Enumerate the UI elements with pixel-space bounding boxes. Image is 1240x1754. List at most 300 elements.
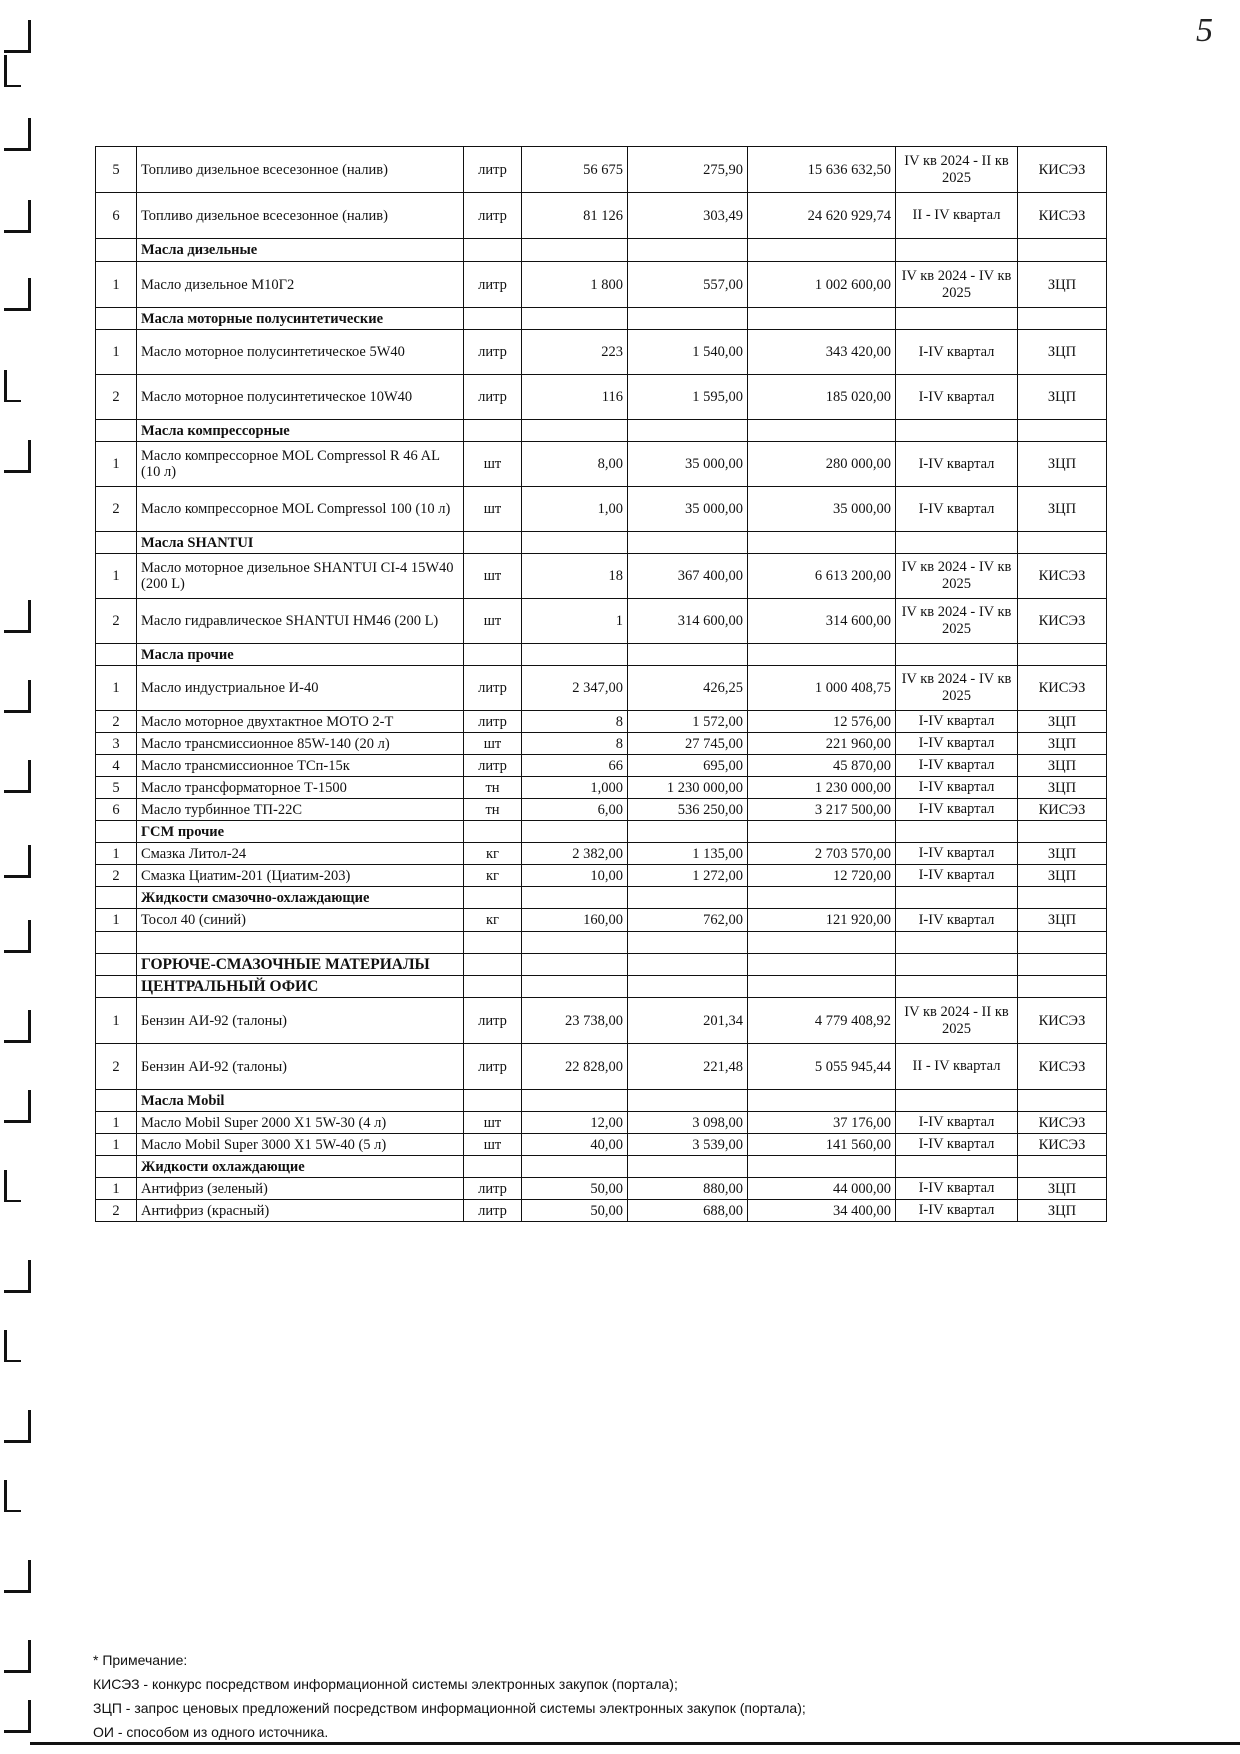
method-cell: КИСЭЗ — [1018, 666, 1107, 711]
price-cell: 1 540,00 — [628, 330, 748, 375]
item-name: Масло трансформаторное Т-1500 — [137, 777, 464, 799]
period-cell — [896, 887, 1018, 909]
row-number: 1 — [96, 666, 137, 711]
price-cell: 367 400,00 — [628, 554, 748, 599]
empty-row — [96, 932, 1107, 954]
table-row — [96, 1112, 1107, 1134]
unit-cell: шт — [464, 599, 522, 644]
sum-cell — [748, 954, 896, 976]
method-cell — [1018, 932, 1107, 954]
price-cell — [628, 954, 748, 976]
row-number: 2 — [96, 375, 137, 420]
period-cell: I-IV квартал — [896, 487, 1018, 532]
sum-cell — [748, 887, 896, 909]
table-row — [96, 599, 1107, 644]
table-row — [96, 666, 1107, 711]
method-cell — [1018, 644, 1107, 666]
price-cell — [628, 239, 748, 262]
period-cell: IV кв 2024 - IV кв 2025 — [896, 554, 1018, 599]
unit-cell: литр — [464, 1044, 522, 1090]
price-cell: 221,48 — [628, 1044, 748, 1090]
unit-cell: литр — [464, 375, 522, 420]
period-cell: IV кв 2024 - IV кв 2025 — [896, 666, 1018, 711]
price-cell: 27 745,00 — [628, 733, 748, 755]
item-name: Жидкости охлаждающие — [137, 1156, 464, 1178]
price-cell: 35 000,00 — [628, 487, 748, 532]
unit-cell — [464, 821, 522, 843]
method-cell: ЗЦП — [1018, 777, 1107, 799]
method-cell: ЗЦП — [1018, 711, 1107, 733]
table-row — [96, 262, 1107, 308]
row-number: 2 — [96, 599, 137, 644]
method-cell: ЗЦП — [1018, 262, 1107, 308]
row-number — [96, 954, 137, 976]
method-cell — [1018, 1156, 1107, 1178]
row-number — [96, 821, 137, 843]
sum-cell: 2 703 570,00 — [748, 843, 896, 865]
section-header-row — [96, 1090, 1107, 1112]
period-cell: II - IV квартал — [896, 193, 1018, 239]
unit-cell: шт — [464, 487, 522, 532]
quantity-cell: 40,00 — [522, 1134, 628, 1156]
price-cell: 201,34 — [628, 998, 748, 1044]
period-cell — [896, 644, 1018, 666]
item-name: Масло моторное двухтактное МОТО 2-Т — [137, 711, 464, 733]
item-name: Масла Mobil — [137, 1090, 464, 1112]
item-name: Масла прочие — [137, 644, 464, 666]
row-number: 5 — [96, 777, 137, 799]
item-name: Масло Mobil Super 3000 X1 5W-40 (5 л) — [137, 1134, 464, 1156]
method-cell: ЗЦП — [1018, 755, 1107, 777]
unit-cell — [464, 976, 522, 998]
method-cell: ЗЦП — [1018, 1200, 1107, 1222]
price-cell: 1 135,00 — [628, 843, 748, 865]
period-cell — [896, 821, 1018, 843]
unit-cell — [464, 887, 522, 909]
quantity-cell: 116 — [522, 375, 628, 420]
quantity-cell: 12,00 — [522, 1112, 628, 1134]
item-name: Масла моторные полусинтетические — [137, 308, 464, 330]
table-row — [96, 909, 1107, 932]
method-cell — [1018, 976, 1107, 998]
row-number: 2 — [96, 1044, 137, 1090]
quantity-cell: 66 — [522, 755, 628, 777]
quantity-cell: 23 738,00 — [522, 998, 628, 1044]
row-number: 2 — [96, 865, 137, 887]
section-header-row — [96, 887, 1107, 909]
row-number — [96, 976, 137, 998]
price-cell: 3 098,00 — [628, 1112, 748, 1134]
price-cell: 536 250,00 — [628, 799, 748, 821]
price-cell: 880,00 — [628, 1178, 748, 1200]
unit-cell: литр — [464, 147, 522, 193]
price-cell — [628, 532, 748, 554]
quantity-cell: 50,00 — [522, 1200, 628, 1222]
quantity-cell: 81 126 — [522, 193, 628, 239]
table-row — [96, 487, 1107, 532]
sum-cell — [748, 532, 896, 554]
sum-cell — [748, 821, 896, 843]
period-cell: II - IV квартал — [896, 1044, 1018, 1090]
price-cell: 1 230 000,00 — [628, 777, 748, 799]
unit-cell — [464, 420, 522, 442]
quantity-cell: 18 — [522, 554, 628, 599]
quantity-cell — [522, 532, 628, 554]
table-row — [96, 843, 1107, 865]
sum-cell: 24 620 929,74 — [748, 193, 896, 239]
item-name: ГСМ прочие — [137, 821, 464, 843]
table-row — [96, 777, 1107, 799]
sum-cell: 141 560,00 — [748, 1134, 896, 1156]
table-row — [96, 865, 1107, 887]
unit-cell: шт — [464, 554, 522, 599]
quantity-cell: 10,00 — [522, 865, 628, 887]
footnote-kisez: КИСЭЗ - конкурс посредством информационной системы электронных закупок (портала); — [93, 1676, 678, 1692]
row-number: 1 — [96, 554, 137, 599]
period-cell — [896, 1090, 1018, 1112]
sum-cell — [748, 976, 896, 998]
unit-cell — [464, 239, 522, 262]
sum-cell: 45 870,00 — [748, 755, 896, 777]
quantity-cell — [522, 644, 628, 666]
period-cell: I-IV квартал — [896, 777, 1018, 799]
sum-cell — [748, 1156, 896, 1178]
unit-cell: литр — [464, 193, 522, 239]
method-cell: ЗЦП — [1018, 487, 1107, 532]
quantity-cell: 2 347,00 — [522, 666, 628, 711]
item-name — [137, 932, 464, 954]
footnote-zcp: ЗЦП - запрос ценовых предложений посредством информационной системы электронных закупок (портала); — [93, 1700, 806, 1716]
period-cell: I-IV квартал — [896, 711, 1018, 733]
row-number: 5 — [96, 147, 137, 193]
sum-cell: 12 576,00 — [748, 711, 896, 733]
sum-cell — [748, 308, 896, 330]
sum-cell: 1 230 000,00 — [748, 777, 896, 799]
period-cell: I-IV квартал — [896, 909, 1018, 932]
item-name: Масло моторное дизельное SHANTUI CI-4 15W40 (200 L) — [137, 554, 464, 599]
table-row — [96, 375, 1107, 420]
period-cell — [896, 1156, 1018, 1178]
section-header-row — [96, 420, 1107, 442]
item-name: Масло моторное полусинтетическое 5W40 — [137, 330, 464, 375]
unit-cell: кг — [464, 843, 522, 865]
sum-cell: 34 400,00 — [748, 1200, 896, 1222]
sum-cell: 5 055 945,44 — [748, 1044, 896, 1090]
item-name: Смазка Литол-24 — [137, 843, 464, 865]
unit-cell: литр — [464, 1178, 522, 1200]
price-cell: 762,00 — [628, 909, 748, 932]
quantity-cell: 6,00 — [522, 799, 628, 821]
row-number — [96, 420, 137, 442]
section-header-row — [96, 954, 1107, 976]
period-cell: I-IV квартал — [896, 755, 1018, 777]
period-cell: I-IV квартал — [896, 865, 1018, 887]
price-cell — [628, 420, 748, 442]
item-name: Масло трансмиссионное ТСп-15к — [137, 755, 464, 777]
unit-cell: шт — [464, 1134, 522, 1156]
unit-cell: тн — [464, 777, 522, 799]
method-cell — [1018, 308, 1107, 330]
price-cell: 557,00 — [628, 262, 748, 308]
table-body — [96, 147, 1107, 1222]
unit-cell: кг — [464, 865, 522, 887]
row-number: 3 — [96, 733, 137, 755]
period-cell: I-IV квартал — [896, 1200, 1018, 1222]
item-name: Масло турбинное ТП-22С — [137, 799, 464, 821]
price-cell — [628, 1156, 748, 1178]
unit-cell: кг — [464, 909, 522, 932]
sum-cell — [748, 1090, 896, 1112]
period-cell: I-IV квартал — [896, 1134, 1018, 1156]
period-cell: IV кв 2024 - II кв 2025 — [896, 147, 1018, 193]
table-row — [96, 998, 1107, 1044]
method-cell: КИСЭЗ — [1018, 1112, 1107, 1134]
sum-cell: 221 960,00 — [748, 733, 896, 755]
row-number: 1 — [96, 843, 137, 865]
row-number: 1 — [96, 1112, 137, 1134]
item-name: Масло Mobil Super 2000 X1 5W-30 (4 л) — [137, 1112, 464, 1134]
period-cell: I-IV квартал — [896, 375, 1018, 420]
method-cell — [1018, 954, 1107, 976]
sum-cell — [748, 420, 896, 442]
period-cell — [896, 239, 1018, 262]
unit-cell: литр — [464, 666, 522, 711]
row-number: 1 — [96, 998, 137, 1044]
method-cell — [1018, 821, 1107, 843]
price-cell: 275,90 — [628, 147, 748, 193]
table-row — [96, 755, 1107, 777]
row-number: 2 — [96, 1200, 137, 1222]
item-name: Масло трансмиссионное 85W-140 (20 л) — [137, 733, 464, 755]
price-cell — [628, 887, 748, 909]
price-cell: 314 600,00 — [628, 599, 748, 644]
item-name: Масла SHANTUI — [137, 532, 464, 554]
row-number: 4 — [96, 755, 137, 777]
period-cell: IV кв 2024 - II кв 2025 — [896, 998, 1018, 1044]
item-name: Масла дизельные — [137, 239, 464, 262]
unit-cell: литр — [464, 755, 522, 777]
method-cell: ЗЦП — [1018, 909, 1107, 932]
price-cell: 35 000,00 — [628, 442, 748, 487]
item-name: Масло моторное полусинтетическое 10W40 — [137, 375, 464, 420]
quantity-cell: 1,00 — [522, 487, 628, 532]
sum-cell: 15 636 632,50 — [748, 147, 896, 193]
quantity-cell: 50,00 — [522, 1178, 628, 1200]
row-number: 1 — [96, 909, 137, 932]
period-cell: I-IV квартал — [896, 330, 1018, 375]
row-number — [96, 1090, 137, 1112]
row-number: 2 — [96, 711, 137, 733]
quantity-cell: 8 — [522, 711, 628, 733]
price-cell: 1 595,00 — [628, 375, 748, 420]
sum-cell: 1 002 600,00 — [748, 262, 896, 308]
item-name: Тосол 40 (синий) — [137, 909, 464, 932]
section-header-row — [96, 821, 1107, 843]
method-cell: ЗЦП — [1018, 375, 1107, 420]
quantity-cell: 1 800 — [522, 262, 628, 308]
period-cell: I-IV квартал — [896, 442, 1018, 487]
row-number: 1 — [96, 330, 137, 375]
quantity-cell: 160,00 — [522, 909, 628, 932]
sum-cell: 1 000 408,75 — [748, 666, 896, 711]
footnote-title: * Примечание: — [93, 1652, 188, 1668]
method-cell — [1018, 532, 1107, 554]
method-cell — [1018, 420, 1107, 442]
quantity-cell: 56 675 — [522, 147, 628, 193]
quantity-cell: 2 382,00 — [522, 843, 628, 865]
method-cell: КИСЭЗ — [1018, 1044, 1107, 1090]
price-cell: 426,25 — [628, 666, 748, 711]
quantity-cell: 8,00 — [522, 442, 628, 487]
table-row — [96, 147, 1107, 193]
period-cell: I-IV квартал — [896, 733, 1018, 755]
period-cell — [896, 954, 1018, 976]
sum-cell: 185 020,00 — [748, 375, 896, 420]
item-name: Топливо дизельное всесезонное (налив) — [137, 147, 464, 193]
unit-cell: литр — [464, 711, 522, 733]
table-row — [96, 1178, 1107, 1200]
period-cell: I-IV квартал — [896, 843, 1018, 865]
sum-cell: 121 920,00 — [748, 909, 896, 932]
price-cell — [628, 976, 748, 998]
method-cell: ЗЦП — [1018, 733, 1107, 755]
table-row — [96, 330, 1107, 375]
item-name: Масло компрессорное MOL Compressol 100 (10 л) — [137, 487, 464, 532]
unit-cell: шт — [464, 1112, 522, 1134]
price-cell: 688,00 — [628, 1200, 748, 1222]
quantity-cell — [522, 821, 628, 843]
section-header-row — [96, 308, 1107, 330]
method-cell — [1018, 887, 1107, 909]
quantity-cell: 1,000 — [522, 777, 628, 799]
price-cell: 695,00 — [628, 755, 748, 777]
row-number — [96, 644, 137, 666]
row-number: 1 — [96, 1178, 137, 1200]
section-header-row — [96, 532, 1107, 554]
period-cell: IV кв 2024 - IV кв 2025 — [896, 262, 1018, 308]
period-cell — [896, 308, 1018, 330]
sum-cell — [748, 644, 896, 666]
item-name: Масло дизельное М10Г2 — [137, 262, 464, 308]
row-number — [96, 308, 137, 330]
quantity-cell — [522, 308, 628, 330]
quantity-cell — [522, 954, 628, 976]
quantity-cell — [522, 1090, 628, 1112]
unit-cell — [464, 1156, 522, 1178]
quantity-cell: 223 — [522, 330, 628, 375]
footnote-block — [93, 1648, 1153, 1744]
method-cell: КИСЭЗ — [1018, 147, 1107, 193]
period-cell — [896, 976, 1018, 998]
unit-cell — [464, 954, 522, 976]
quantity-cell — [522, 976, 628, 998]
table-row — [96, 711, 1107, 733]
item-name: ГОРЮЧЕ-СМАЗОЧНЫЕ МАТЕРИАЛЫ — [137, 954, 464, 976]
sum-cell: 280 000,00 — [748, 442, 896, 487]
method-cell — [1018, 239, 1107, 262]
unit-cell: литр — [464, 330, 522, 375]
method-cell: КИСЭЗ — [1018, 998, 1107, 1044]
row-number — [96, 1156, 137, 1178]
sum-cell: 37 176,00 — [748, 1112, 896, 1134]
row-number — [96, 932, 137, 954]
price-cell: 1 572,00 — [628, 711, 748, 733]
table-row — [96, 442, 1107, 487]
item-name: Масло компрессорное MOL Compressol R 46 AL (10 л) — [137, 442, 464, 487]
unit-cell: литр — [464, 262, 522, 308]
item-name: Масла компрессорные — [137, 420, 464, 442]
period-cell: IV кв 2024 - IV кв 2025 — [896, 599, 1018, 644]
sum-cell: 44 000,00 — [748, 1178, 896, 1200]
page-number: 5 — [1196, 12, 1213, 49]
method-cell: ЗЦП — [1018, 843, 1107, 865]
section-header-row — [96, 1156, 1107, 1178]
row-number: 2 — [96, 487, 137, 532]
table-row — [96, 554, 1107, 599]
quantity-cell — [522, 420, 628, 442]
item-name: Топливо дизельное всесезонное (налив) — [137, 193, 464, 239]
price-cell — [628, 821, 748, 843]
sum-cell — [748, 239, 896, 262]
sum-cell: 6 613 200,00 — [748, 554, 896, 599]
section-header-row — [96, 239, 1107, 262]
table-row — [96, 1134, 1107, 1156]
quantity-cell: 1 — [522, 599, 628, 644]
sum-cell: 12 720,00 — [748, 865, 896, 887]
unit-cell — [464, 644, 522, 666]
period-cell — [896, 932, 1018, 954]
method-cell: КИСЭЗ — [1018, 799, 1107, 821]
unit-cell: литр — [464, 1200, 522, 1222]
unit-cell: литр — [464, 998, 522, 1044]
item-name: Бензин АИ-92 (талоны) — [137, 1044, 464, 1090]
sum-cell: 314 600,00 — [748, 599, 896, 644]
method-cell: КИСЭЗ — [1018, 1134, 1107, 1156]
period-cell: I-IV квартал — [896, 1112, 1018, 1134]
item-name: ЦЕНТРАЛЬНЫЙ ОФИС — [137, 976, 464, 998]
price-cell — [628, 308, 748, 330]
unit-cell: тн — [464, 799, 522, 821]
price-cell — [628, 1090, 748, 1112]
unit-cell: шт — [464, 442, 522, 487]
sum-cell: 4 779 408,92 — [748, 998, 896, 1044]
row-number — [96, 887, 137, 909]
method-cell: КИСЭЗ — [1018, 599, 1107, 644]
quantity-cell — [522, 887, 628, 909]
sum-cell: 35 000,00 — [748, 487, 896, 532]
quantity-cell: 22 828,00 — [522, 1044, 628, 1090]
item-name: Бензин АИ-92 (талоны) — [137, 998, 464, 1044]
row-number: 1 — [96, 442, 137, 487]
price-cell: 303,49 — [628, 193, 748, 239]
method-cell: ЗЦП — [1018, 330, 1107, 375]
price-cell — [628, 644, 748, 666]
table-row — [96, 193, 1107, 239]
table-row — [96, 733, 1107, 755]
unit-cell — [464, 932, 522, 954]
row-number — [96, 239, 137, 262]
unit-cell — [464, 532, 522, 554]
quantity-cell: 8 — [522, 733, 628, 755]
sum-cell: 3 217 500,00 — [748, 799, 896, 821]
footnote-oi: ОИ - способом из одного источника. — [93, 1724, 329, 1740]
table-row — [96, 1200, 1107, 1222]
method-cell: ЗЦП — [1018, 1178, 1107, 1200]
section-header-row — [96, 976, 1107, 998]
row-number — [96, 532, 137, 554]
item-name: Смазка Циатим-201 (Циатим-203) — [137, 865, 464, 887]
sum-cell: 343 420,00 — [748, 330, 896, 375]
